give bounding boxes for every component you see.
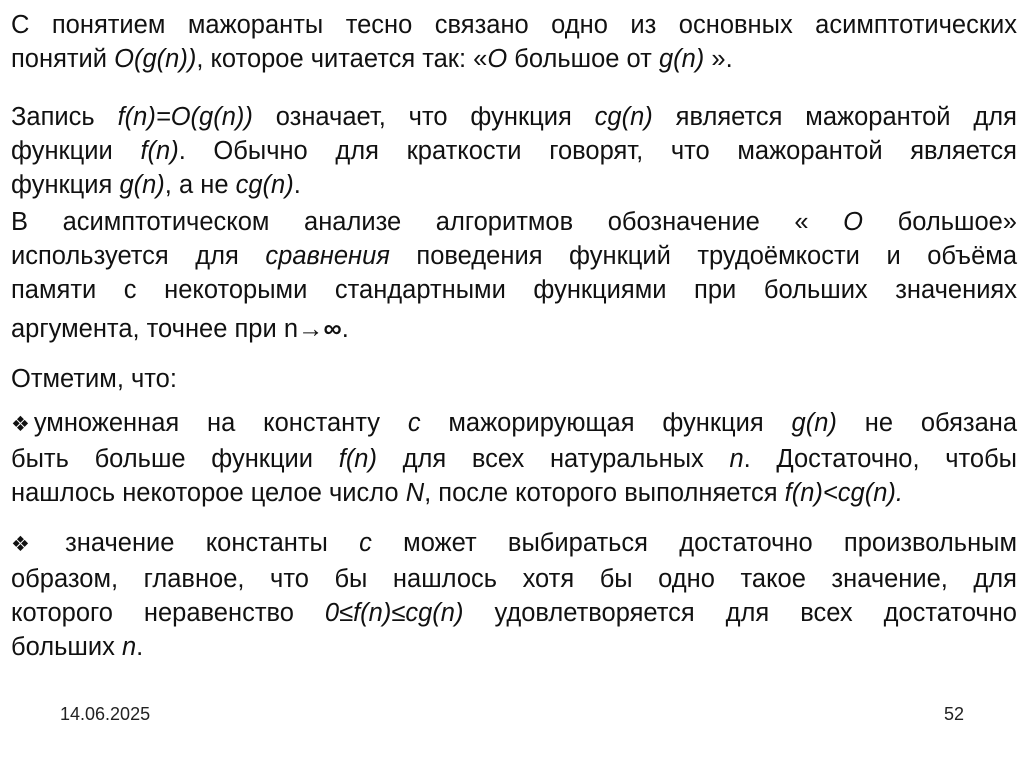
page-number: 52 bbox=[944, 704, 965, 724]
text-line: аргумента, точнее при n→∞. bbox=[11, 315, 349, 343]
paragraph-asymptotic-analysis bbox=[11, 205, 1017, 346]
text-line: используется для сравнения поведения функций трудоёмкости и объёма bbox=[11, 242, 1018, 270]
text-line: С понятием мажоранты тесно связано одно из основных асимптотических bbox=[11, 11, 1017, 39]
text-line: ❖ значение константы c может выбираться достаточно произвольным bbox=[11, 526, 1017, 562]
paragraph-notation-meaning bbox=[11, 100, 1017, 202]
text-line: функции f(n). Обычно для краткости говорят, что мажорантой является bbox=[11, 137, 1017, 165]
paragraph-big-o-intro bbox=[11, 8, 1017, 76]
text-line: Отметим, что: bbox=[11, 365, 177, 393]
text-line: ❖ умноженная на константу c мажорирующая функция g(n) не обязана bbox=[11, 406, 1017, 442]
footer-date: 14.06.2025 bbox=[60, 704, 151, 724]
text-line: Запись f(n)=O(g(n)) означает, что функция cg(n) является мажорантой для bbox=[11, 103, 1017, 131]
text-line: образом, главное, что бы нашлось хотя бы одно такое значение, для bbox=[11, 565, 1017, 593]
text-line: понятий O(g(n)), которое читается так: «O большое от g(n) ». bbox=[11, 45, 733, 73]
text-line: памяти с некоторыми стандартными функциями при больших значениях bbox=[11, 276, 1017, 304]
text-line: В асимптотическом анализе алгоритмов обозначение « O большое» bbox=[11, 208, 1017, 236]
text-line: больших n. bbox=[11, 633, 144, 661]
diamond-bullet-icon: ❖ bbox=[11, 413, 30, 436]
bullet-item-constant-multiplied bbox=[11, 406, 1017, 510]
text-line: быть больше функции f(n) для всех натуральных n. Достаточно, чтобы bbox=[11, 445, 1018, 473]
arrow-symbol: → bbox=[298, 315, 324, 343]
text-line: нашлось некоторое целое число N, после которого выполняется f(n)<cg(n). bbox=[11, 479, 903, 507]
diamond-bullet-icon: ❖ bbox=[11, 533, 30, 556]
infinity-symbol: ∞ bbox=[323, 315, 342, 343]
text-line: которого неравенство 0≤f(n)≤cg(n) удовлетворяется для всех достаточно bbox=[11, 599, 1017, 627]
bullet-item-constant-choice bbox=[11, 526, 1017, 664]
text-line: функция g(n), а не cg(n). bbox=[11, 171, 301, 199]
paragraph-note-intro bbox=[11, 362, 1017, 396]
